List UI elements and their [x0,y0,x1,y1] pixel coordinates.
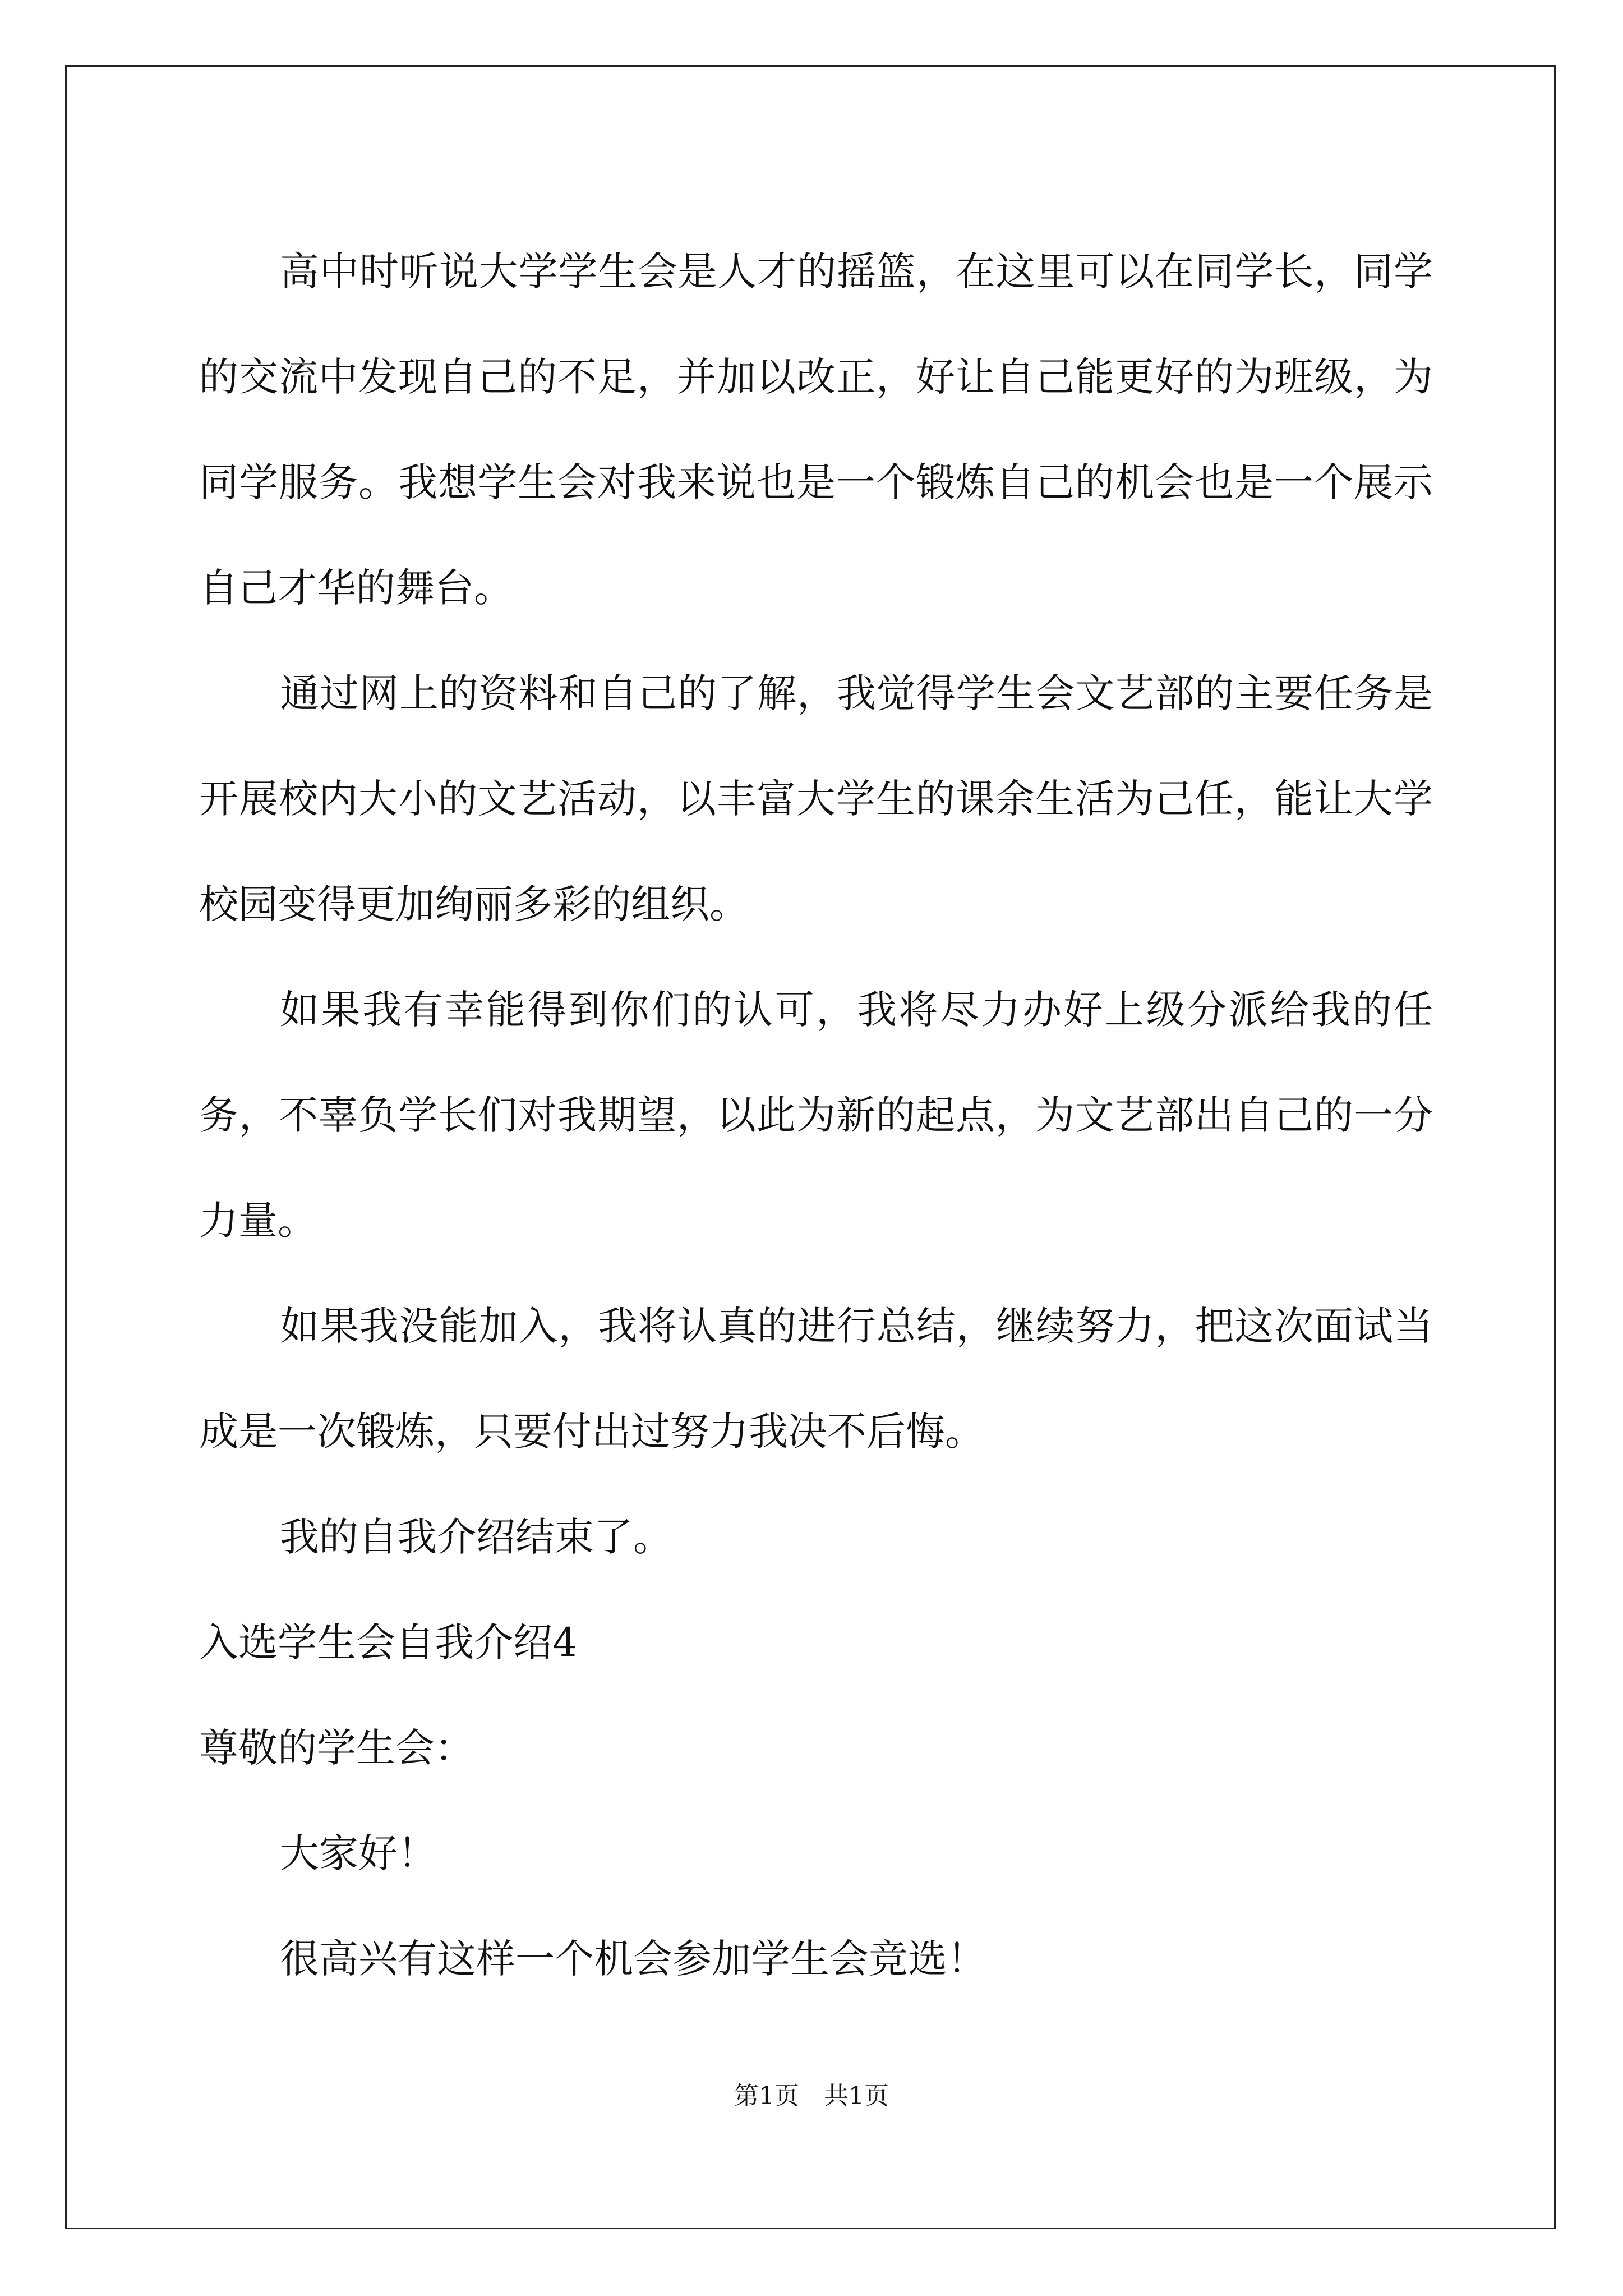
paragraph-student-union-motivation: 高中时听说大学学生会是人才的摇篮，在这里可以在同学长，同学的交流中发现自己的不足，并加以改正，好让自己能更好的为班级，为同学服务。我想学生会对我来说也是一个锻炼自己的机会也是一个展示自己才华的舞台。 [199,249,1433,611]
paragraph-if-accepted: 如果我有幸能得到你们的认可，我将尽力办好上级分派给我的任务，不辜负学长们对我期望，以此为新的起点，为文艺部出自己的一分力量。 [199,987,1433,1244]
page-footer [0,2076,1623,2111]
document-body [199,219,1433,2012]
page-number: 第1页 [734,2082,799,2110]
paragraph-opening: 很高兴有这样一个机会参加学生会竞选！ [280,1936,986,1982]
paragraph-if-not-accepted: 如果我没能加入，我将认真的进行总结，继续努力，把这次面试当成是一次锻炼，只要付出过努力我决不后悔。 [199,1303,1433,1455]
section-heading: 入选学生会自我介绍4 [199,1619,578,1665]
paragraph-closing: 我的自我介绍结束了。 [280,1514,672,1560]
page-total: 共1页 [824,2082,889,2110]
salutation: 尊敬的学生会： [199,1725,474,1771]
greeting: 大家好！ [280,1830,437,1876]
paragraph-arts-department-role: 通过网上的资料和自己的了解，我觉得学生会文艺部的主要任务是开展校内大小的文艺活动，以丰富大学生的课余生活为己任，能让大学校园变得更加绚丽多彩的组织。 [199,670,1433,927]
